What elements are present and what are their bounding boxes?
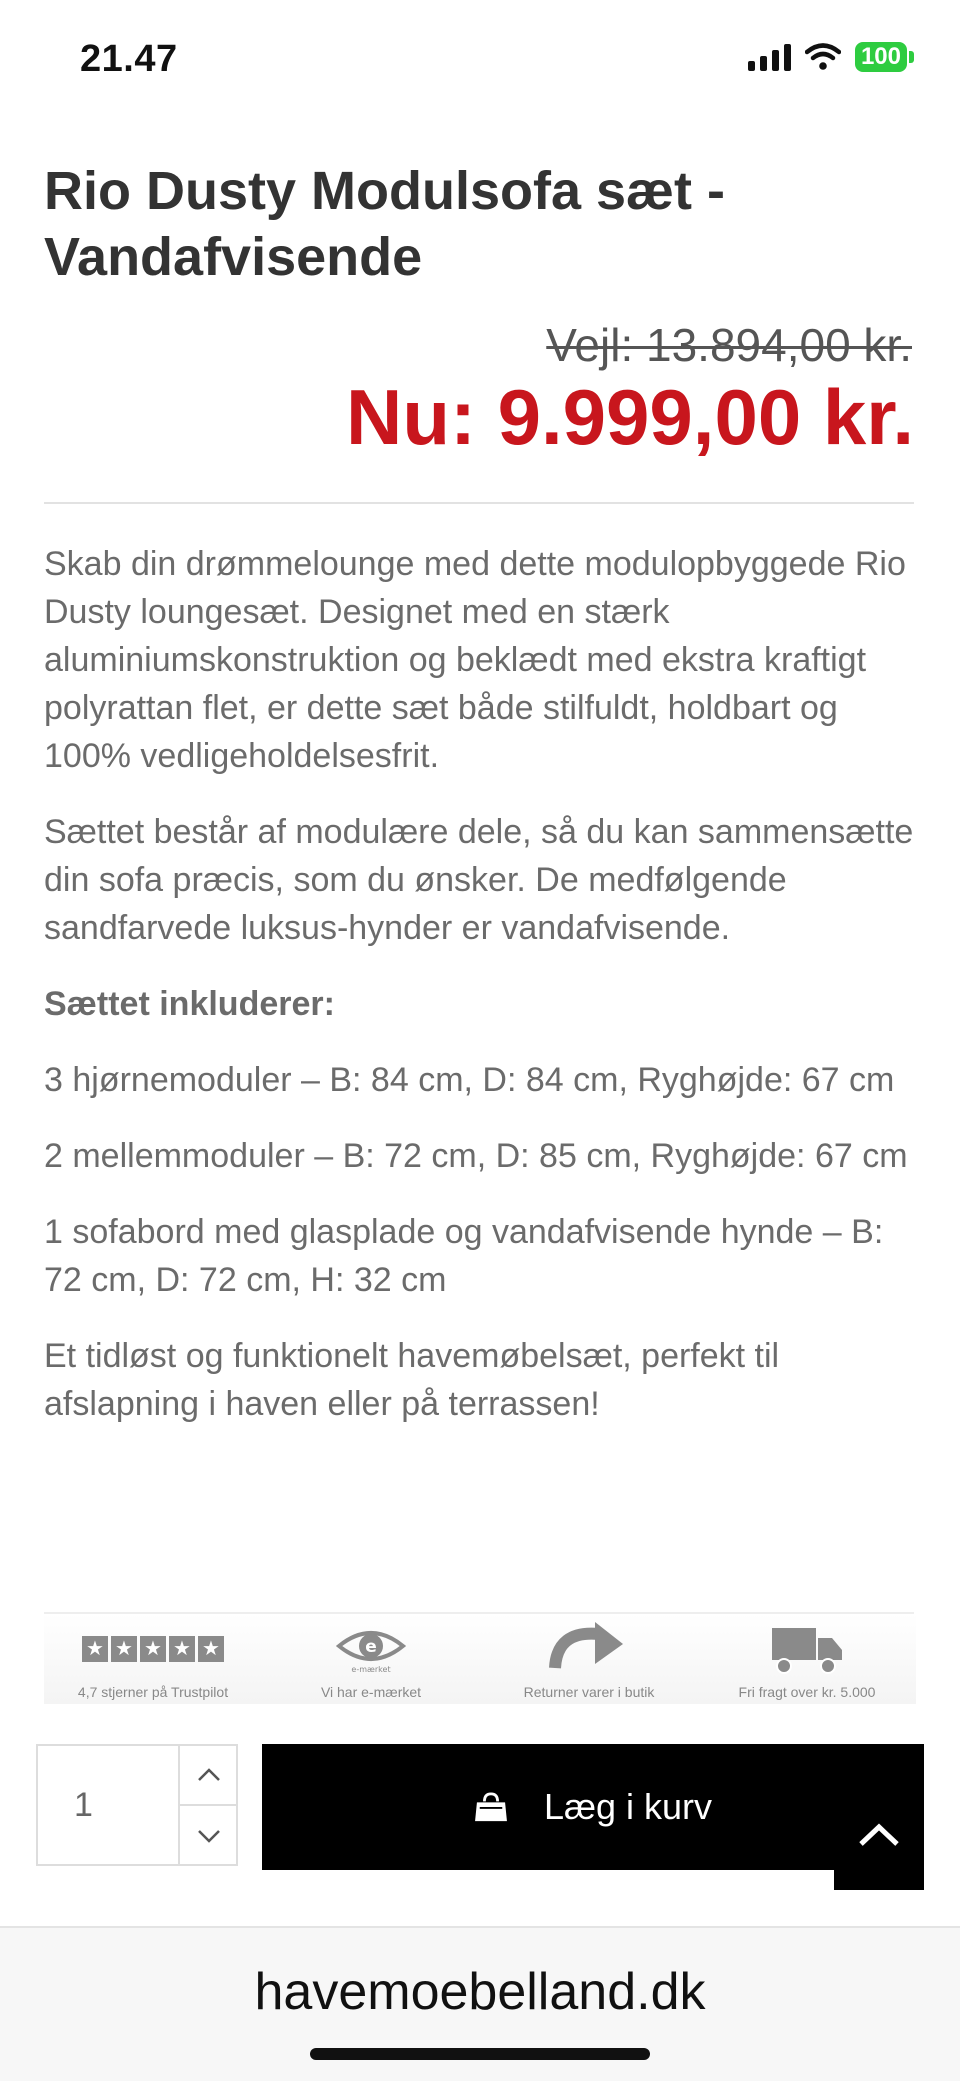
trust-label: Returner varer i butik xyxy=(523,1684,655,1700)
includes-item: 1 sofabord med glasplade og vandafvisende hynde – B: 72 cm, D: 72 cm, H: 32 cm xyxy=(44,1213,884,1299)
trust-label: 4,7 stjerner på Trustpilot xyxy=(77,1684,229,1700)
includes-item: 2 mellemmoduler – B: 72 cm, D: 85 cm, Ryghøjde: 67 cm xyxy=(44,1137,908,1175)
return-arrow-icon xyxy=(549,1622,629,1678)
shopping-bag-icon xyxy=(474,1792,508,1822)
add-to-cart-button[interactable] xyxy=(262,1744,924,1870)
trust-shipping[interactable] xyxy=(698,1614,916,1704)
svg-text:e: e xyxy=(365,1637,377,1657)
product-title: Rio Dusty Modulsofa sæt - Vandafvisende xyxy=(44,161,726,287)
e-maerket-badge-text: e-mærket xyxy=(351,1665,391,1674)
quantity-input[interactable]: 1 xyxy=(74,1786,93,1824)
product-description xyxy=(44,540,924,1456)
browser-address-bar[interactable] xyxy=(0,1926,960,2081)
stars-icon: ★ ★ ★ ★ ★ xyxy=(82,1636,224,1662)
quantity-stepper xyxy=(36,1744,238,1866)
quantity-increase-button[interactable] xyxy=(178,1746,238,1806)
e-maerket-icon xyxy=(336,1626,406,1676)
chevron-down-icon xyxy=(197,1829,221,1843)
old-price: Vejl: 13.894,00 kr. xyxy=(546,319,912,371)
status-bar xyxy=(0,0,960,110)
url-text: havemoebelland.dk xyxy=(254,1963,706,2021)
description-paragraph: Sættet består af modulære dele, så du kan sammensætte din sofa præcis, som du ønsker. De medfølgende sandfarvede luksus-hynder er vandafvisende. xyxy=(44,813,914,947)
trust-trustpilot[interactable] xyxy=(44,1614,262,1704)
add-to-cart-bar xyxy=(0,1708,960,1926)
current-price: Nu: 9.999,00 kr. xyxy=(345,373,914,461)
chevron-up-icon xyxy=(857,1822,901,1848)
signal-icon xyxy=(748,43,791,71)
home-indicator[interactable] xyxy=(310,2048,650,2060)
includes-item: 3 hjørnemoduler – B: 84 cm, D: 84 cm, Ryghøjde: 67 cm xyxy=(44,1061,895,1099)
status-time: 21.47 xyxy=(80,38,178,80)
trust-strip xyxy=(44,1614,916,1704)
battery-icon xyxy=(855,42,914,72)
status-icons xyxy=(748,42,914,72)
closing-text: Et tidløst og funktionelt havemøbelsæt, perfekt til afslapning i haven eller på terrassen! xyxy=(44,1337,780,1423)
chevron-up-icon xyxy=(197,1768,221,1782)
wifi-icon xyxy=(805,43,841,71)
price-divider xyxy=(44,502,914,504)
back-to-top-button[interactable] xyxy=(834,1780,924,1890)
quantity-decrease-button[interactable] xyxy=(178,1806,238,1866)
includes-heading: Sættet inkluderer: xyxy=(44,985,335,1023)
truck-icon xyxy=(770,1624,844,1676)
trust-label: Vi har e-mærket xyxy=(320,1684,422,1700)
trust-emaerket[interactable] xyxy=(262,1614,480,1704)
battery-level: 100 xyxy=(855,42,907,72)
description-paragraph: Skab din drømmelounge med dette modulopbyggede Rio Dusty loungesæt. Designet med en stærk aluminiumskonstruktion og beklædt med ekstra kraftigt polyrattan flet, er dette sæt både stilfuldt, holdbart og 100% vedligeholdelsesfrit. xyxy=(44,545,906,775)
add-to-cart-label: Læg i kurv xyxy=(543,1786,713,1827)
trust-return[interactable] xyxy=(480,1614,698,1704)
trust-label: Fri fragt over kr. 5.000 xyxy=(738,1684,876,1700)
